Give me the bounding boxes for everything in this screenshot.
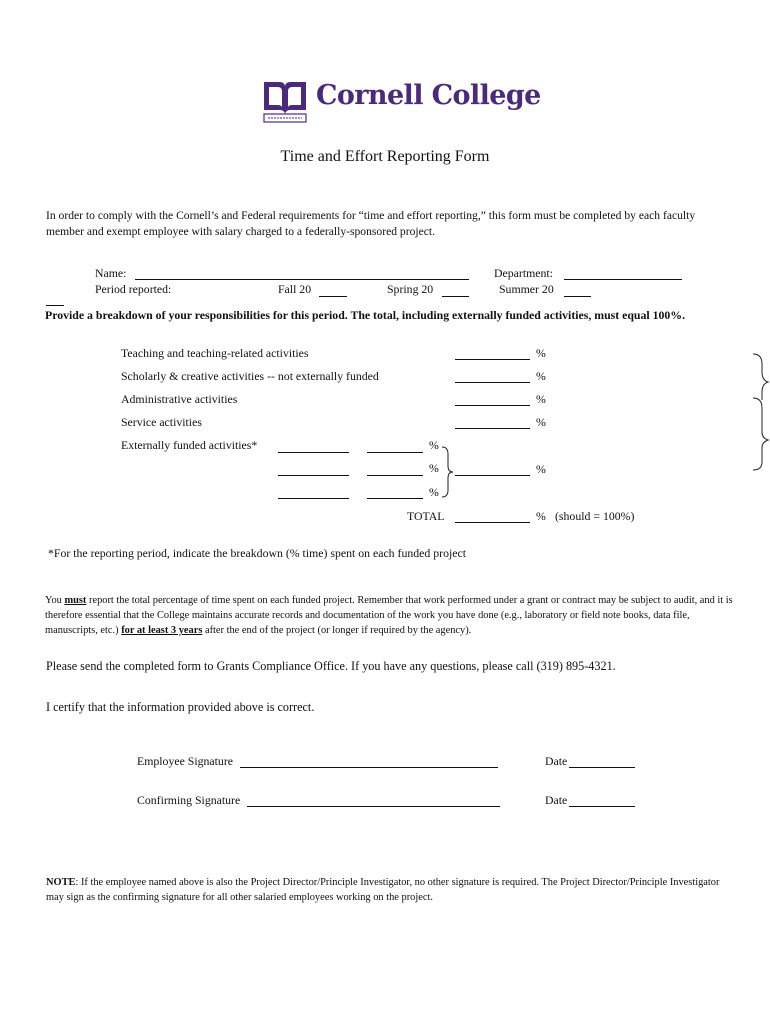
stray-underline (46, 305, 64, 306)
activity-service: Service activities (121, 415, 202, 429)
funded-project-2-percent-field[interactable] (367, 475, 423, 476)
note-label: NOTE (46, 877, 76, 888)
records-text: after the end of the project (or longer if required by the agency). (202, 625, 472, 636)
activity-administrative: Administrative activities (121, 392, 238, 406)
certify-statement: I certify that the information provided above is correct. (46, 700, 315, 714)
teaching-percent-field[interactable] (455, 359, 530, 360)
logo-wordmark: Cornell College (316, 80, 541, 111)
period-label: Period reported: (95, 282, 172, 296)
total-note: (should = 100%) (555, 509, 635, 523)
fall-label: Fall 20 (278, 282, 312, 296)
send-instruction: Please send the completed form to Grants Compliance Office. If you have any questions, please call (319) 895-4321. (46, 659, 616, 673)
total-percent-field[interactable] (455, 522, 530, 523)
name-field[interactable] (135, 279, 469, 280)
funded-project-1-name-field[interactable] (278, 452, 349, 453)
funded-project-3-percent-field[interactable] (367, 498, 423, 499)
department-label: Department: (494, 266, 553, 280)
confirming-signature-label: Confirming Signature (137, 793, 241, 807)
note-text: : If the employee named above is also the Project Director/Principle Investigator, no other signature is required. The Project Director/Principle Investigator may sign as the confirming signature for all other salaried employees working on the project. (46, 877, 720, 903)
must-emphasis: must (64, 595, 87, 606)
employee-signature-field[interactable] (240, 767, 498, 768)
percent-sign: % (536, 369, 546, 383)
intro-paragraph: In order to comply with the Cornell’s and Federal requirements for “time and effort reporting,” this form must be completed by each faculty member and exempt employee with salary charged to a federally-sponsored project. (46, 209, 696, 238)
margin-brace-icon (752, 352, 770, 472)
breakdown-instruction: Provide a breakdown of your responsibilities for this period. The total, including externally funded activities, must equal 100%. (45, 308, 686, 322)
employee-date-field[interactable] (569, 767, 635, 768)
percent-sign: % (536, 462, 546, 476)
page-title: Time and Effort Reporting Form (280, 148, 490, 165)
percent-sign: % (536, 509, 546, 523)
activity-externally-funded: Externally funded activities* (121, 438, 258, 452)
confirming-date-field[interactable] (569, 806, 635, 807)
retention-period-emphasis: for at least 3 years (121, 625, 203, 636)
funded-brace-icon (440, 446, 454, 498)
final-note (46, 876, 736, 905)
records-text: report the total percentage of time spent on each funded project. Remember that work performed under a grant or contract may be subject to audit, and it is therefore essential that the College maintains accurate records and documentation of the work you have done (e.g., laboratory or field note books, data file, manuscripts, etc.) (45, 595, 733, 636)
percent-sign: % (536, 392, 546, 406)
summer-label: Summer 20 (499, 282, 554, 296)
summer-year-field[interactable] (564, 296, 591, 297)
activity-scholarly: Scholarly & creative activities -- not externally funded (121, 369, 379, 383)
employee-signature-label: Employee Signature (137, 754, 233, 768)
confirming-signature-field[interactable] (247, 806, 500, 807)
footnote: *For the reporting period, indicate the breakdown (% time) spent on each funded project (48, 546, 466, 560)
name-label: Name: (95, 266, 127, 280)
spring-year-field[interactable] (442, 296, 469, 297)
cornell-college-logo (262, 76, 541, 124)
externally-funded-total-field[interactable] (455, 475, 530, 476)
records-text: You (45, 595, 65, 606)
scholarly-percent-field[interactable] (455, 382, 530, 383)
funded-project-1-percent-field[interactable] (367, 452, 423, 453)
service-percent-field[interactable] (455, 428, 530, 429)
confirming-date-label: Date (545, 793, 568, 807)
percent-sign: % (429, 485, 439, 499)
percent-sign: % (536, 415, 546, 429)
department-field[interactable] (564, 279, 682, 280)
total-label: TOTAL (407, 509, 445, 523)
employee-date-label: Date (545, 754, 568, 768)
percent-sign: % (429, 438, 439, 452)
records-paragraph (45, 593, 735, 638)
spring-label: Spring 20 (387, 282, 434, 296)
activity-teaching: Teaching and teaching-related activities (121, 346, 309, 360)
percent-sign: % (429, 461, 439, 475)
funded-project-2-name-field[interactable] (278, 475, 349, 476)
fall-year-field[interactable] (319, 296, 347, 297)
funded-project-3-name-field[interactable] (278, 498, 349, 499)
book-emblem-icon (262, 76, 310, 124)
administrative-percent-field[interactable] (455, 405, 530, 406)
percent-sign: % (536, 346, 546, 360)
